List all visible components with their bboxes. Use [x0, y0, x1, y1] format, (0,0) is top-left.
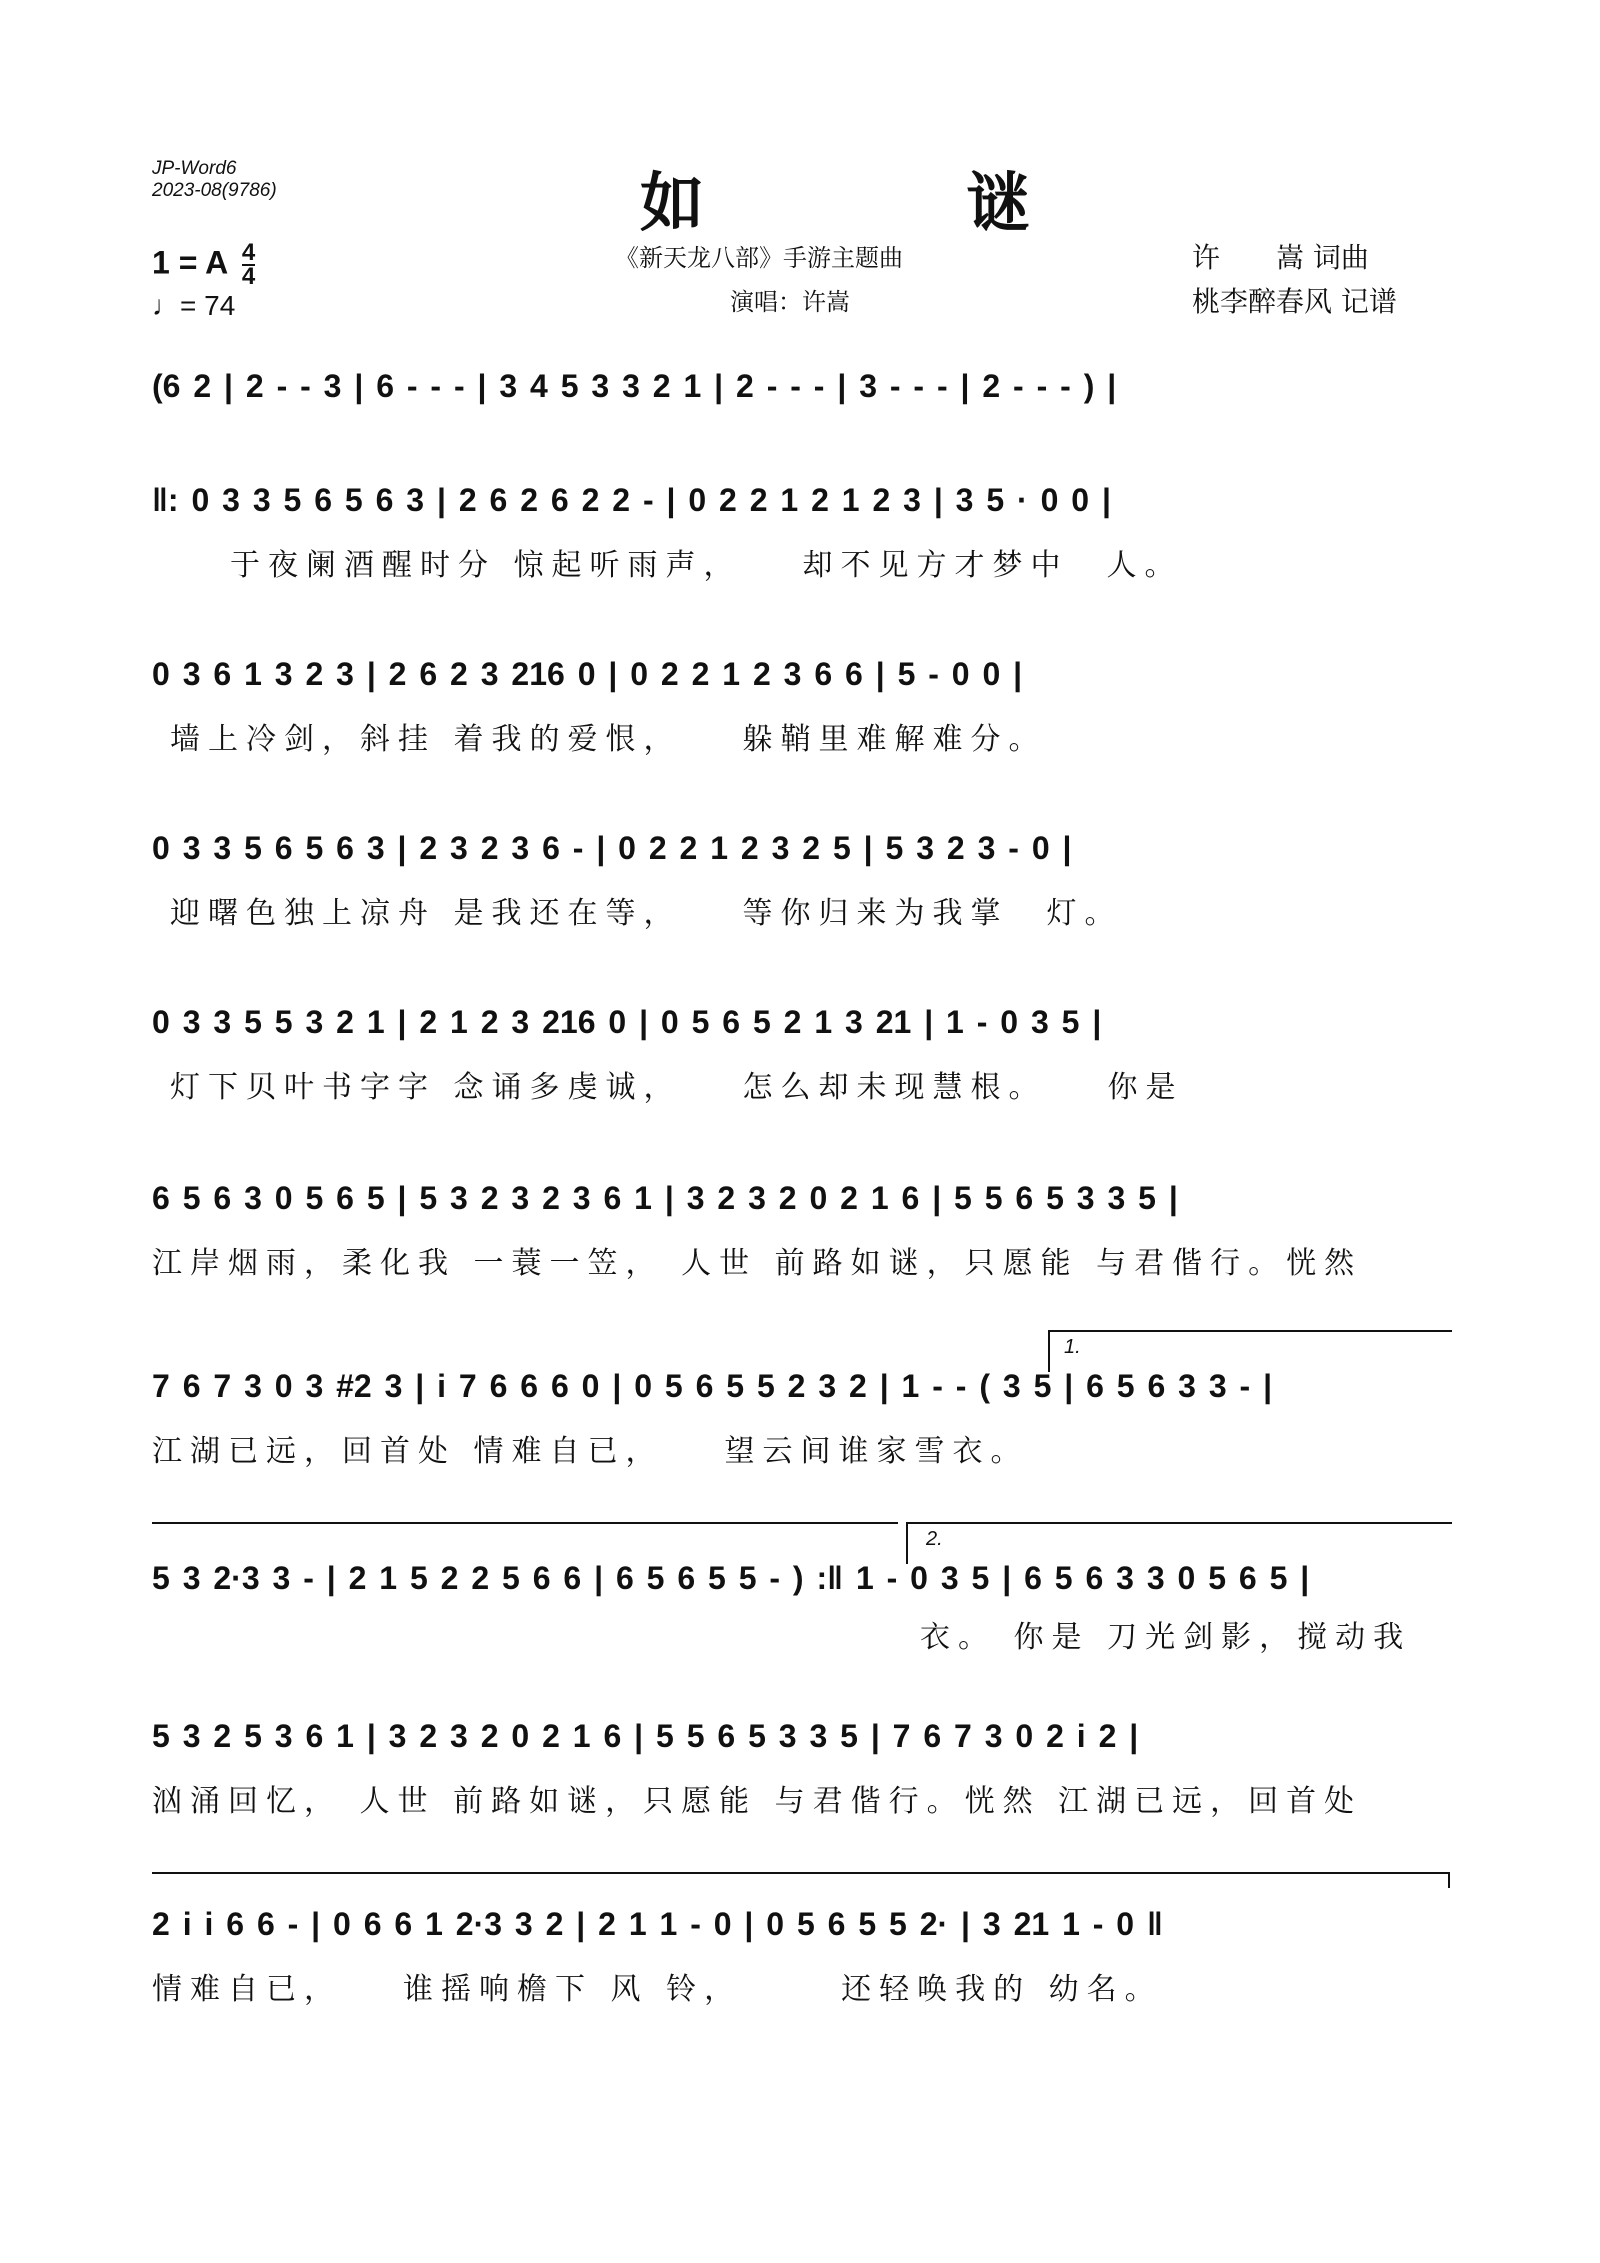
lyrics-line-3: 墙上冷剑，斜挂 着我的爱恨， 躲鞘里难解难分。	[170, 722, 1047, 757]
subtitle: 《新天龙八部》手游主题曲	[615, 244, 903, 272]
song-title: 如 谜	[640, 166, 1151, 241]
score-line-7: 7 6 7 3 0 3 #2 3 | i 7 6 6 6 0 | 0 5 6 5 5 2 3 2 | 1 - - ( 3 5 | 6 5 6 3 3 - |	[152, 1368, 1273, 1404]
time-signature	[241, 239, 256, 290]
version-label: 2023-08(9786)	[152, 180, 277, 201]
time-sig-top: 4	[241, 239, 256, 266]
first-ending-bracket	[1048, 1330, 1452, 1372]
lyrics-line-6: 江岸烟雨，柔化我 一蓑一笠， 人世 前路如谜，只愿能 与君偕行。恍然	[152, 1246, 1363, 1281]
lyrics-line-5: 灯下贝叶书字字 念诵多虔诚， 怎么却未现慧根。 你是	[170, 1070, 1184, 1105]
time-sig-bottom: 4	[241, 263, 256, 290]
lyrics-music-credit: 许 嵩 词曲	[1192, 241, 1369, 274]
volta-bracket	[152, 1872, 1450, 1888]
software-label: JP-Word6	[152, 158, 237, 179]
lyrics-line-2: 于夜阑酒醒时分 惊起听雨声， 却不见方才梦中 人。	[230, 548, 1183, 583]
second-ending-bracket	[906, 1522, 1452, 1564]
lyrics-line-8: 衣。 你是 刀光剑影，搅动我	[920, 1620, 1412, 1655]
transcriber-credit: 桃李醉春风 记谱	[1192, 285, 1397, 318]
score-line-2: ‖: 0 3 3 5 6 5 6 3 | 2 6 2 6 2 2 - | 0 2 2 1 2 1 2 3 | 3 5 · 0 0 |	[152, 482, 1111, 518]
lyrics-line-7: 江湖已远，回首处 情难自已， 望云间谁家雪衣。	[152, 1434, 1029, 1469]
second-ending-label: 2.	[926, 1528, 943, 1550]
first-ending-label: 1.	[1064, 1336, 1081, 1358]
singer-credit: 演唱：许嵩	[730, 288, 850, 316]
key-label: 1 = A	[152, 244, 227, 281]
score-line-4: 0 3 3 5 6 5 6 3 | 2 3 2 3 6 - | 0 2 2 1 2 3 2 5 | 5 3 2 3 - 0 |	[152, 830, 1072, 866]
key-signature	[152, 239, 256, 290]
score-line-9: 5 3 2 5 3 6 1 | 3 2 3 2 0 2 1 6 | 5 5 6 5 3 3 5 | 7 6 7 3 0 2 i 2 |	[152, 1718, 1139, 1754]
score-line-3: 0 3 6 1 3 2 3 | 2 6 2 3 216 0 | 0 2 2 1 2 3 6 6 | 5 - 0 0 |	[152, 656, 1023, 692]
first-ending-continuation	[152, 1522, 898, 1524]
score-line-1: (6 2 | 2 - - 3 | 6 - - - | 3 4 5 3 3 2 1 | 2 - - - | 3 - - - | 2 - - - ) |	[152, 368, 1117, 404]
score-line-6: 6 5 6 3 0 5 6 5 | 5 3 2 3 2 3 6 1 | 3 2 3 2 0 2 1 6 | 5 5 6 5 3 3 5 |	[152, 1180, 1178, 1216]
lyrics-line-4: 迎曙色独上凉舟 是我还在等， 等你归来为我掌 灯。	[170, 896, 1123, 931]
lyrics-line-10: 情难自已， 谁摇响檐下 风 铃， 还轻唤我的 幼名。	[152, 1972, 1163, 2007]
score-line-8: 5 3 2·3 3 - | 2 1 5 2 2 5 6 6 | 6 5 6 5 5 - ) :‖ 1 - 0 3 5 | 6 5 6 3 3 0 5 6 5 |	[152, 1560, 1310, 1596]
score-line-5: 0 3 3 5 5 3 2 1 | 2 1 2 3 216 0 | 0 5 6 5 2 1 3 21 | 1 - 0 3 5 |	[152, 1004, 1102, 1040]
lyrics-line-9: 汹涌回忆， 人世 前路如谜，只愿能 与君偕行。恍然 江湖已远，回首处	[152, 1784, 1363, 1819]
score-line-10: 2 i i 6 6 - | 0 6 6 1 2·3 3 2 | 2 1 1 - 0 | 0 5 6 5 5 2· | 3 21 1 - 0 ‖	[152, 1906, 1163, 1942]
tempo-mark: ♩= 74	[152, 290, 236, 321]
